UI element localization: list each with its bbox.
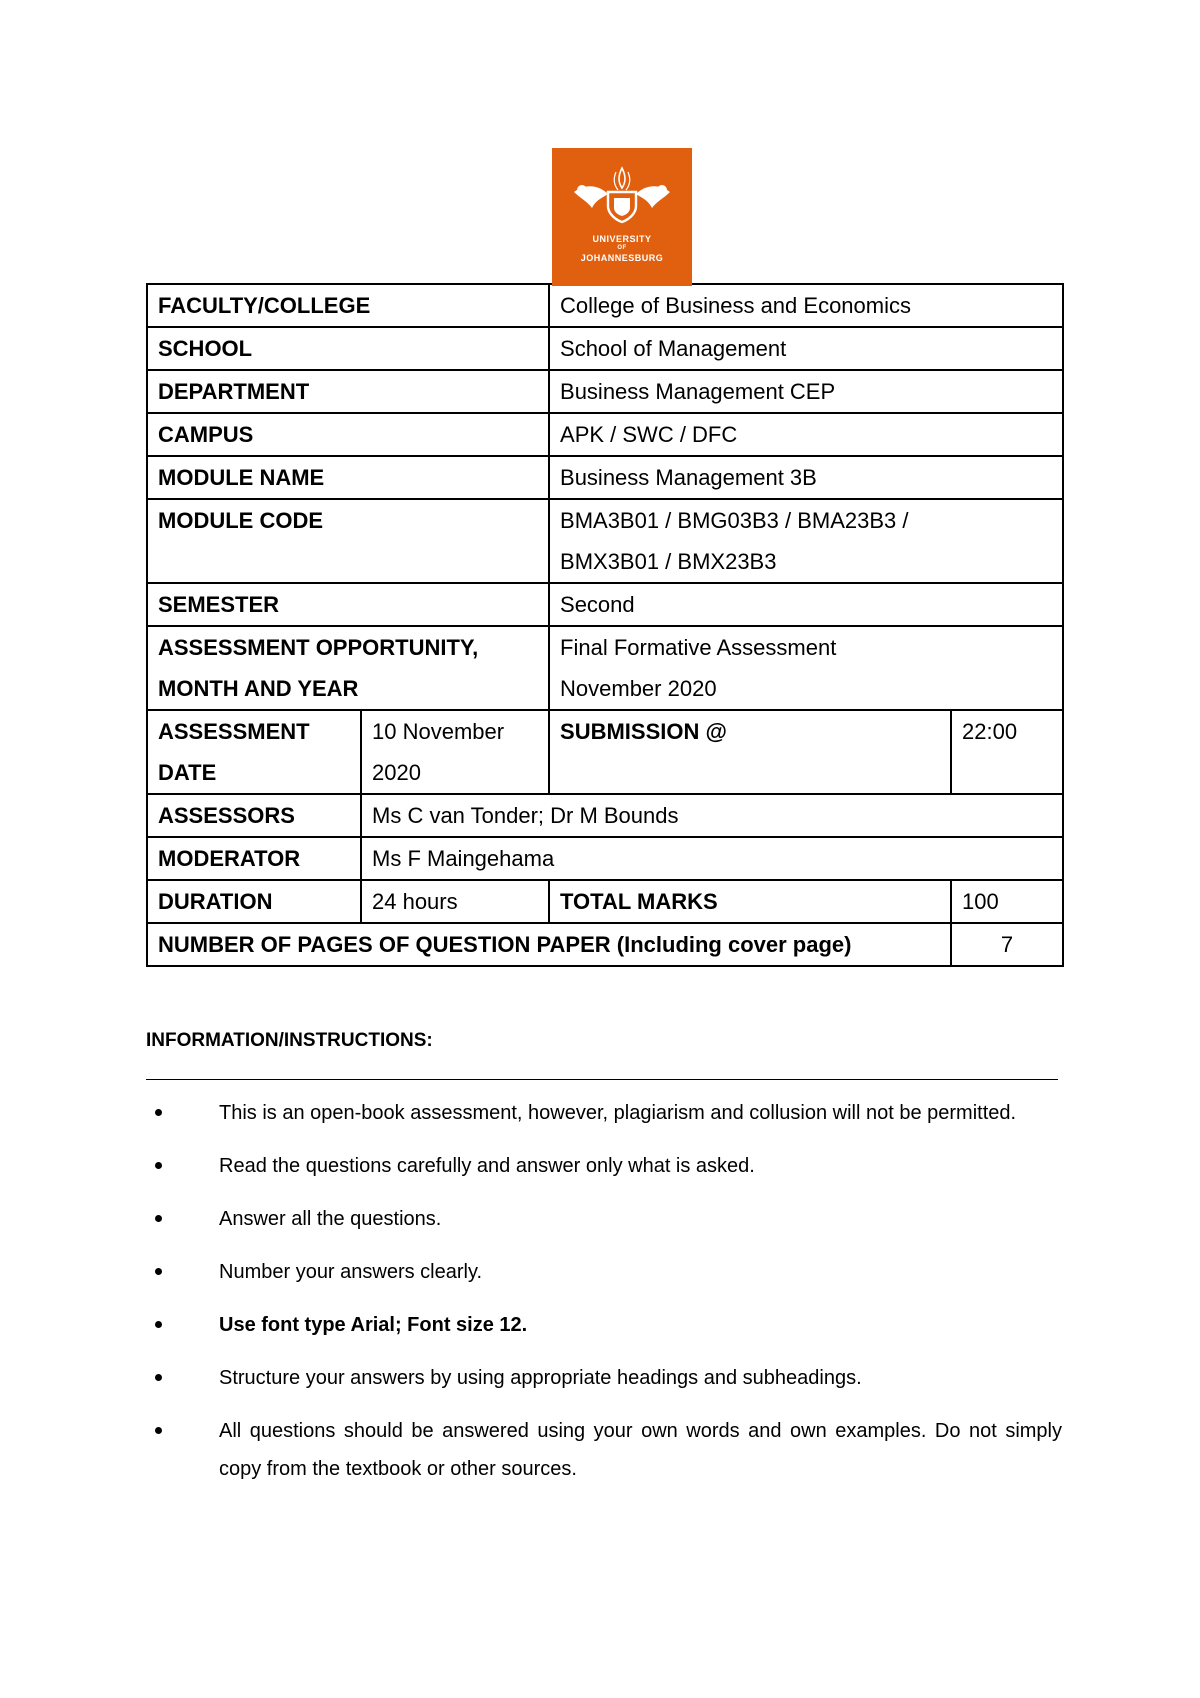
table-row <box>147 499 1063 583</box>
list-item <box>146 1412 1062 1488</box>
bullet-icon <box>155 1109 162 1116</box>
module-code-line2: BMX3B01 / BMX23B3 <box>560 549 777 574</box>
semester-label: SEMESTER <box>147 583 549 626</box>
module-code-value <box>549 499 1063 583</box>
bullet-icon <box>155 1374 162 1381</box>
table-row <box>147 923 1063 966</box>
list-item <box>146 1147 1062 1185</box>
list-item-text: Structure your answers by using appropriate headings and subheadings. <box>219 1367 862 1389</box>
list-item-text: Number your answers clearly. <box>219 1261 483 1283</box>
duration-value: 24 hours <box>361 880 549 923</box>
list-item <box>146 1359 1062 1397</box>
list-item <box>146 1253 1062 1291</box>
table-row <box>147 794 1063 837</box>
duration-label: DURATION <box>147 880 361 923</box>
school-label: SCHOOL <box>147 327 549 370</box>
bullet-icon <box>155 1215 162 1222</box>
module-code-line1: BMA3B01 / BMG03B3 / BMA23B3 / <box>560 508 909 533</box>
table-row <box>147 413 1063 456</box>
opportunity-value <box>549 626 1063 710</box>
module-code-label: MODULE CODE <box>147 499 549 583</box>
moderator-label: MODERATOR <box>147 837 361 880</box>
table-row <box>147 583 1063 626</box>
semester-value: Second <box>549 583 1063 626</box>
bullet-icon <box>155 1321 162 1328</box>
table-row <box>147 837 1063 880</box>
campus-value: APK / SWC / DFC <box>549 413 1063 456</box>
logo-text-line3: JOHANNESBURG <box>580 253 664 263</box>
assessment-date-label-line1: ASSESSMENT <box>158 719 310 744</box>
assessment-date-label <box>147 710 361 794</box>
bullet-icon <box>155 1427 162 1434</box>
module-name-label: MODULE NAME <box>147 456 549 499</box>
crest-icon <box>552 148 692 234</box>
cover-page-table <box>146 283 1064 967</box>
module-name-value: Business Management 3B <box>549 456 1063 499</box>
table-row <box>147 710 1063 794</box>
logo-text-line2: OF <box>617 245 627 251</box>
opportunity-label-line1: ASSESSMENT OPPORTUNITY, <box>158 635 479 660</box>
moderator-value: Ms F Maingehama <box>361 837 1063 880</box>
table-row <box>147 284 1063 327</box>
assessment-date-value-line1: 10 November <box>372 719 505 744</box>
pages-label: NUMBER OF PAGES OF QUESTION PAPER (Including cover page) <box>147 923 951 966</box>
faculty-label: FACULTY/COLLEGE <box>147 284 549 327</box>
opportunity-label <box>147 626 549 710</box>
logo-text-line1: UNIVERSITY <box>592 234 652 244</box>
school-value: School of Management <box>549 327 1063 370</box>
assessment-date-value <box>361 710 549 794</box>
submission-label: SUBMISSION @ <box>549 710 951 794</box>
opportunity-value-line1: Final Formative Assessment <box>560 635 837 660</box>
assessment-date-label-line2: DATE <box>158 760 217 785</box>
list-item-text: Answer all the questions. <box>219 1208 442 1230</box>
table-row <box>147 626 1063 710</box>
submission-value: 22:00 <box>951 710 1063 794</box>
table-row <box>147 880 1063 923</box>
instructions-heading: INFORMATION/INSTRUCTIONS: <box>146 1030 433 1051</box>
assessors-label: ASSESSORS <box>147 794 361 837</box>
campus-label: CAMPUS <box>147 413 549 456</box>
list-item-text: All questions should be answered using your own words and own examples. Do not simply copy from the textbook or other sources. <box>219 1420 1062 1480</box>
pages-value: 7 <box>951 923 1063 966</box>
total-marks-label: TOTAL MARKS <box>549 880 951 923</box>
opportunity-value-line2: November 2020 <box>560 676 717 701</box>
divider <box>146 1079 1058 1080</box>
total-marks-value: 100 <box>951 880 1063 923</box>
list-item <box>146 1200 1062 1238</box>
list-item <box>146 1306 1062 1344</box>
assessment-date-value-line2: 2020 <box>372 760 421 785</box>
list-item <box>146 1094 1062 1132</box>
bullet-icon <box>155 1268 162 1275</box>
department-value: Business Management CEP <box>549 370 1063 413</box>
table-row <box>147 370 1063 413</box>
list-item-text: Read the questions carefully and answer only what is asked. <box>219 1155 755 1177</box>
department-label: DEPARTMENT <box>147 370 549 413</box>
opportunity-label-line2: MONTH AND YEAR <box>158 676 359 701</box>
faculty-value: College of Business and Economics <box>549 284 1063 327</box>
instructions-list <box>146 1094 1062 1503</box>
table-row <box>147 327 1063 370</box>
list-item-text: Use font type Arial; Font size 12. <box>219 1314 528 1336</box>
bullet-icon <box>155 1162 162 1169</box>
table-row <box>147 456 1063 499</box>
university-logo <box>552 148 692 286</box>
assessors-value: Ms C van Tonder; Dr M Bounds <box>361 794 1063 837</box>
list-item-text: This is an open-book assessment, however, plagiarism and collusion will not be permitted. <box>219 1102 1017 1124</box>
